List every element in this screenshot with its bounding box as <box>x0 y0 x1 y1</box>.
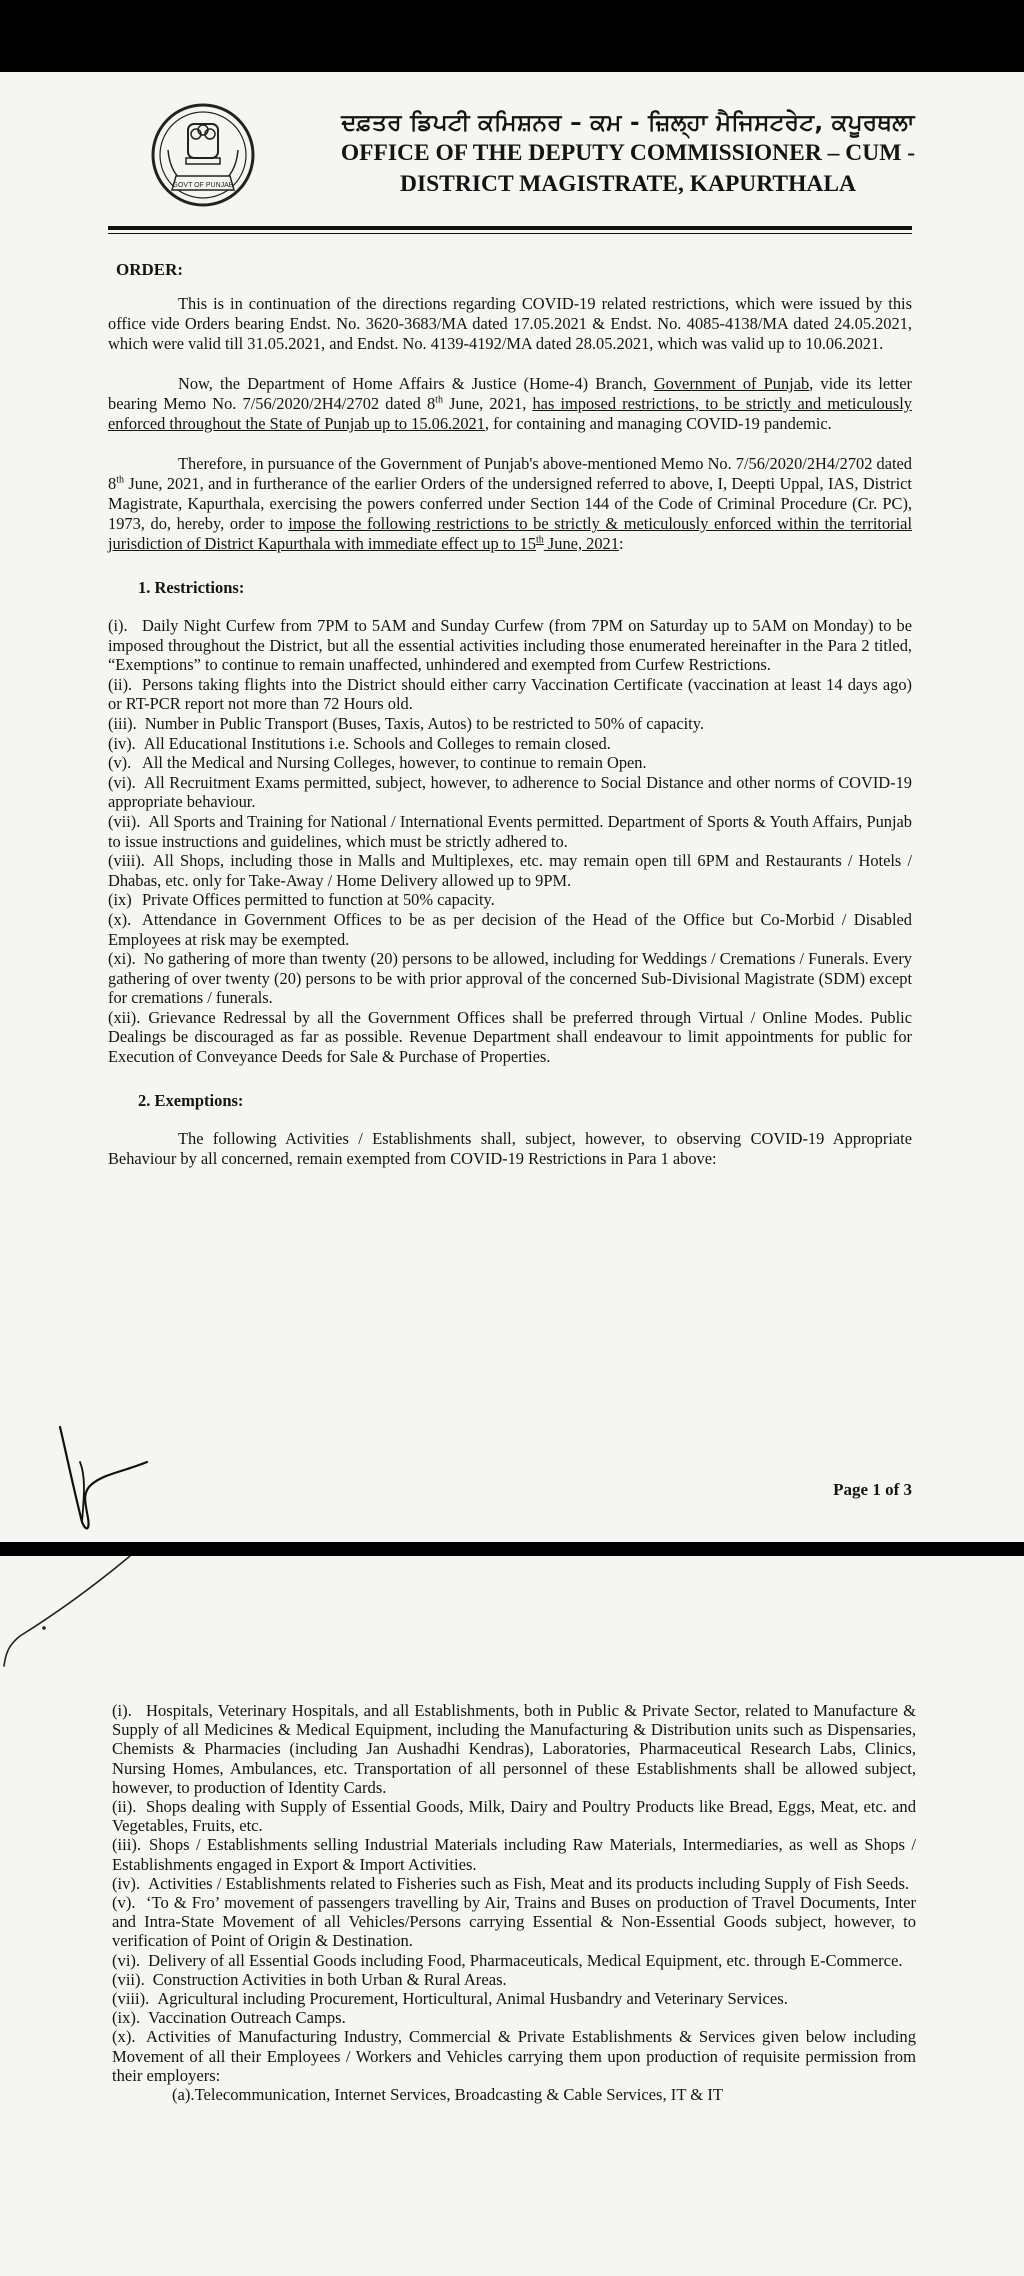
sub-list-item: (a).Telecommunication, Internet Services, Broadcasting & Cable Services, IT & IT <box>172 2085 724 2105</box>
list-item: (vii). Construction Activities in both Urban & Rural Areas. <box>112 1969 507 1989</box>
restrictions-list <box>108 616 912 1067</box>
list-item: (iii). Number in Public Transport (Buses, Taxis, Autos) to be restricted to 50% of capacity. <box>108 713 704 733</box>
list-item: (ix) Private Offices permitted to function at 50% capacity. <box>108 890 495 910</box>
restrictions-heading: 1. Restrictions: <box>138 578 245 597</box>
list-item: (i). Hospitals, Veterinary Hospitals, and all Establishments, both in Public & Private Sector, related to Manufacture & Supply of all Medicines & Medical Equipment, including the Manufacturing & Distribution units such as Dispensaries, Chemists & Pharmacies (including Jan Aushadhi Kendras), Laboratories, Pharmaceutical Research Labs, Clinics, Nursing Homes, Ambulances, etc. Transportation of all personnel of these Establishments shall be allowed subject, however, to production of Identity Cards. <box>112 1701 916 1797</box>
list-item: (vi). All Recruitment Exams permitted, subject, however, to adherence to Social Distance and other norms of COVID-19 appropriate behaviour. <box>108 772 912 812</box>
emblem-text: GOVT OF PUNJAB <box>172 182 234 189</box>
government-emblem-icon <box>148 100 258 210</box>
list-item: (ix). Vaccination Outreach Camps. <box>112 2008 346 2028</box>
list-item: (vii). All Sports and Training for National / International Events permitted. Department of Sports & Youth Affairs, Punjab to issue instructions and guidelines, which must be strictly adhered to. <box>108 811 912 851</box>
exemptions-heading: 2. Exemptions: <box>138 1090 244 1110</box>
list-item: (viii). All Shops, including those in Malls and Multiplexes, etc. may remain open till 6PM and Restaurants / Hotels / Dhabas, etc. only for Take-Away / Home Delivery allowed up to 9PM. <box>108 851 912 890</box>
list-item: (xi). No gathering of more than twenty (20) persons to be allowed, including for Weddings / Cremations / Funerals. Every gathering of over twenty (20) persons to be with prior approval of the concerned Sub-Divisional Magistrate (SDM) except for cremations / funerals. <box>108 949 912 1008</box>
exemptions-list <box>112 1701 916 2104</box>
list-item: (v). ‘To & Fro’ movement of passengers travelling by Air, Trains and Buses on production of Travel Documents, Inter and Intra-State Movement of all Vehicles/Persons carrying Essential & Non-Essential Goods subject, however, to verification of Point of Origin & Destination. <box>112 1893 916 1951</box>
list-item: (ii). Persons taking flights into the District should either carry Vaccination Certificate (vaccination at least 14 days ago) or RT-PCR report not more than 72 Hours old. <box>108 674 912 714</box>
list-item: (x). Activities of Manufacturing Industry, Commercial & Private Establishments & Services given below including Movement of all their Employees / Workers and Vehicles carrying them upon production of requisite permission from their employers: <box>112 2027 916 2085</box>
signature-mark <box>52 1422 172 1542</box>
list-item: (iv). Activities / Establishments related to Fisheries such as Fish, Meat and its products including Supply of Fish Seeds. <box>112 1873 910 1893</box>
document-page-2 <box>0 1556 1024 2276</box>
exemptions-intro: The following Activities / Establishments shall, subject, however, to observing COVID-19 Appropriate Behaviour by all concerned, remain exempted from COVID-19 Restrictions in Para 1 above: <box>108 1128 912 1168</box>
paragraph-order-authority: Therefore, in pursuance of the Government of Punjab's above-mentioned Memo No. 7/56/2020/2H4/2702 dated 8th June, 2021, and in furtherance of the earlier Orders of the undersigned referred to above, I, Deepti Uppal, IAS, District Magistrate, Kapurthala, exercising the powers conferred under Section 144 of the Code of Criminal Procedure (Cr. PC), 1973, do, hereby, order to impose the following restrictions to be strictly & meticulously enforced within the territorial jurisdiction of District Kapurthala with immediate effect up to 15th June, 2021: <box>108 454 912 553</box>
header-divider-thin <box>108 233 912 234</box>
list-item: (i). Daily Night Curfew from 7PM to 5AM and Sunday Curfew (from 7PM on Saturday up to 5AM on Monday) to be imposed throughout the District, but all the essential activities including those enumerated hereinafter in the Para 2 titled, “Exemptions” to continue to remain unaffected, unhindered and exempted from Curfew Restrictions. <box>108 616 912 675</box>
list-item: (xii). Grievance Redressal by all the Government Offices shall be preferred through Virtual / Online Modes. Public Dealings be discouraged as far as possible. Revenue Department shall endeavour to limit appointments for public for Execution of Conveyance Deeds for Sale & Purchase of Properties. <box>108 1007 912 1067</box>
order-label: ORDER: <box>116 260 184 279</box>
list-item: (v). All the Medical and Nursing Colleges, however, to continue to remain Open. <box>108 753 647 773</box>
scan-crease-mark <box>0 1556 160 1696</box>
list-item: (ii). Shops dealing with Supply of Essential Goods, Milk, Dairy and Poultry Products like Bread, Eggs, Meat, etc. and Vegetables, Fruits, etc. <box>112 1797 916 1836</box>
punjabi-title: ਦਫ਼ਤਰ ਡਿਪਟੀ ਕਮਿਸ਼ਨਰ – ਕਮ - ਜ਼ਿਲ੍ਹਾ ਮੈਜਿਸਟਰੇਟ, ਕਪੂਰਥਲਾ <box>341 110 915 136</box>
page-number: Page 1 of 3 <box>833 1480 912 1499</box>
header-divider <box>108 226 912 230</box>
paragraph-government-memo: Now, the Department of Home Affairs & Justice (Home-4) Branch, Government of Punjab, vide its letter bearing Memo No. 7/56/2020/2H4/2702 dated 8th June, 2021, has imposed restrictions, to be strictly and meticulously enforced throughout the State of Punjab up to 15.06.2021, for containing and managing COVID-19 pandemic. <box>108 374 912 433</box>
paragraph-continuation: This is in continuation of the directions regarding COVID-19 related restrictions, which were issued by this office vide Orders bearing Endst. No. 3620-3683/MA dated 17.05.2021 & Endst. No. 4085-4138/MA dated 24.05.2021, which were valid till 31.05.2021, and Endst. No. 4139-4192/MA dated 28.05.2021, which was valid up to 10.06.2021. <box>108 294 912 353</box>
list-item: (iv). All Educational Institutions i.e. Schools and Colleges to remain closed. <box>108 733 611 753</box>
office-heading <box>318 110 938 198</box>
list-item: (viii). Agricultural including Procurement, Horticultural, Animal Husbandry and Veterinary Services. <box>112 1989 788 2009</box>
list-item: (iii). Shops / Establishments selling Industrial Materials including Raw Materials, Intermediaries, as well as Shops / Establishments engaged in Export & Import Activities. <box>112 1835 916 1874</box>
list-item: (x). Attendance in Government Offices to be as per decision of the Head of the Office but Co-Morbid / Disabled Employees at risk may be exempted. <box>108 909 912 949</box>
list-item: (vi). Delivery of all Essential Goods including Food, Pharmaceuticals, Medical Equipment, etc. through E-Commerce. <box>112 1950 903 1970</box>
english-title-line1: OFFICE OF THE DEPUTY COMMISSIONER – CUM - <box>340 140 916 166</box>
document-page-1 <box>0 72 1024 1542</box>
english-title-line2: DISTRICT MAGISTRATE, KAPURTHALA <box>400 171 856 197</box>
letterhead <box>108 72 916 242</box>
